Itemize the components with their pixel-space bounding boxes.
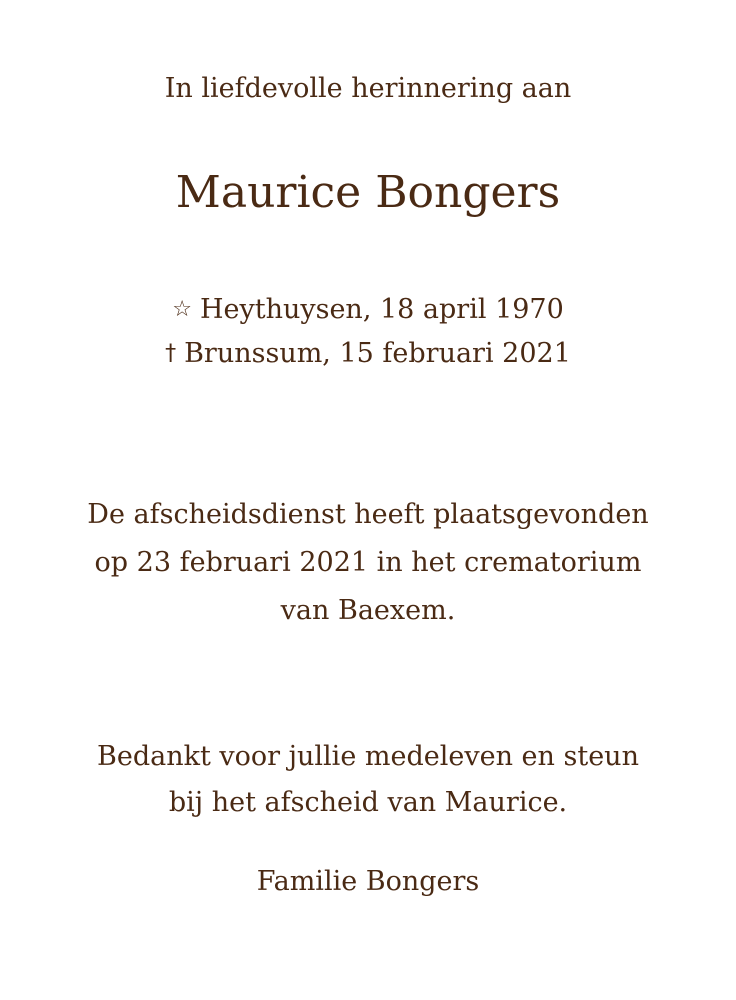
birth-details: Heythuysen, 18 april 1970 xyxy=(199,294,564,325)
memorial-intro: In liefdevolle herinnering aan xyxy=(164,73,572,104)
family-signoff: Familie Bongers xyxy=(256,866,480,897)
death-details: Brunssum, 15 februari 2021 xyxy=(184,338,571,369)
death-line xyxy=(0,337,736,371)
thanks-line: bij het afscheid van Maurice. xyxy=(168,787,568,818)
birth-star-icon: ☆ xyxy=(172,297,192,322)
thanks-paragraph xyxy=(0,734,736,826)
service-line: van Baexem. xyxy=(280,595,456,626)
thanks-line: Bedankt voor jullie medeleven en steun xyxy=(97,741,639,772)
deceased-name: Maurice Bongers xyxy=(175,167,561,218)
birth-line xyxy=(0,293,736,327)
service-line: op 23 februari 2021 in het crematorium xyxy=(94,547,642,578)
death-cross-icon: † xyxy=(165,341,177,366)
service-paragraph xyxy=(0,491,736,635)
service-line: De afscheidsdienst heeft plaatsgevonden xyxy=(87,499,649,530)
